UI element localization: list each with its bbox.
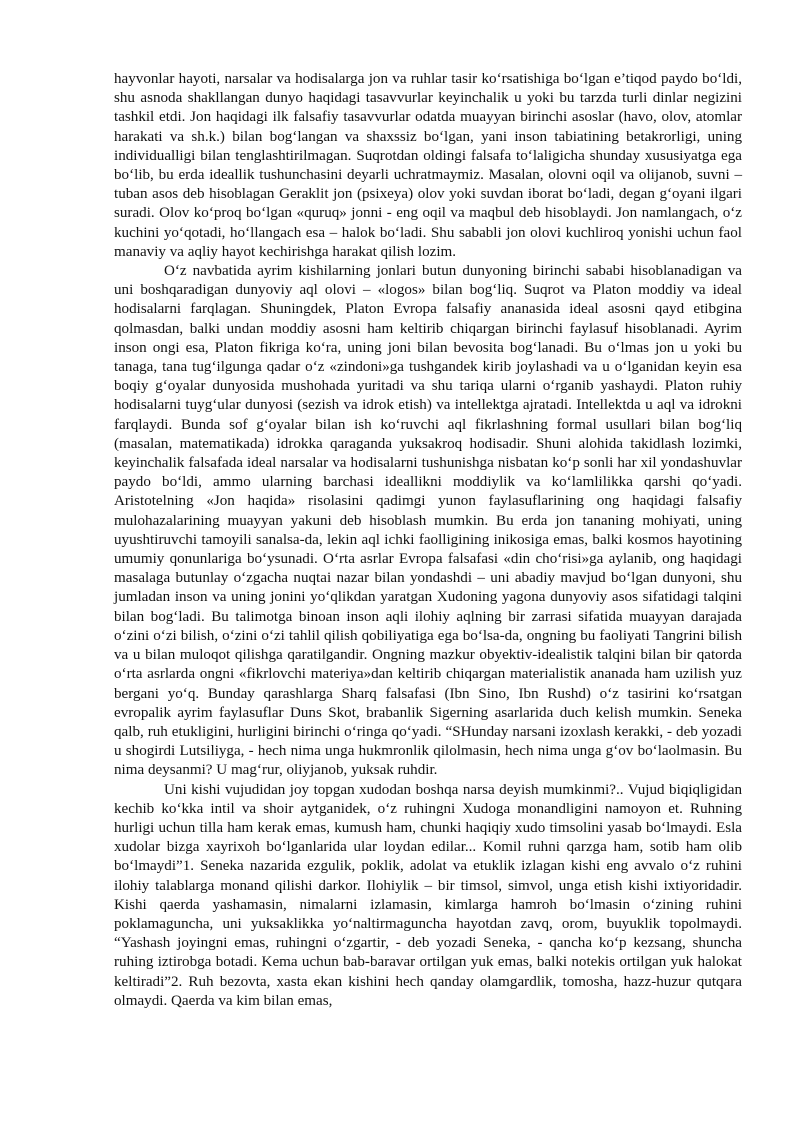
paragraph-3: Uni kishi vujudidan joy topgan xudodan boshqa narsa deyish mumkinmi?.. Vujud biqiqligidan kechib ko‘kka intil va shoir aytganidek, o‘z ruhingni Xudoga monandligini namoyon et. Ruhning hurligi uchun tilla ham kerak emas, kumush ham, chunki haqiqiy xudo timsolini yasab bo‘lmaydi. Esla xudolar bizga xayrixoh bo‘lganlarida ular loydan edilar... Komil ruhni qarzga ham, sotib ham olib bo‘lmaydi”1. Seneka nazarida ezgulik, poklik, adolat va etuklik izlagan kishi eng avvalo o‘z ruhini ilohiy talablarga monand qilishi darkor. Ilohiylik – bir timsol, simvol, unga etish kishi ixtiyoridadir. Kishi qaerda yashamasin, nimalarni izlamasin, kimlarga hamroh bo‘lmasin o‘zining ruhini poklamaguncha, uni yuksaklikka yo‘naltirmaguncha hayotdan zavq, orom, buyuklik topolmaydi. “Yashash joyingni emas, ruhingni o‘zgartir, - deb yozadi Seneka, - qancha ko‘p kezsang, shuncha ruhing iztirobga botadi. Kema uchun bab-baravar ortilgan yuk emas, balki notekis ortilgan yuk halokat keltiradi”2. Ruh bezovta, xasta ekan kishini hech qanday olamgardlik, tomosha, hazz-huzur qutqara olmaydi. Qaerda va kim bilan emas, xyxy=(114,781,742,1009)
paragraph-2: O‘z navbatida ayrim kishilarning jonlari butun dunyoning birinchi sababi hisoblanadigan va uni boshqaradigan dunyoviy aql olovi – «logos» bilan bog‘liq. Suqrot va Platon moddiy va ideal hodisalarni farqlagan. Shuningdek, Platon Evropa falsafiy ananasida ideal asosni qayd etibgina qolmasdan, balki undan moddiy asosni ham keltirib chiqargan birinchi faylasuf hisoblanadi. Ayrim inson ongi esa, Platon fikriga ko‘ra, uning joni bilan bevosita bog‘lanadi. Bu o‘lmas jon u yoki bu tanaga, tana tug‘ilgunga qadar o‘z «zindoni»ga tushgandek kirib joylashadi va u o‘lganidan keyin esa boqiy g‘oyalar dunyosida mushohada yuritadi va shu tariqa ularni o‘rganib yashaydi. Platon ruhiy hodisalarni tuyg‘ular dunyosi (sezish va idrok etish) va intellektga ajratadi. Intellektda u aql va idrokni farqlaydi. Bunda sof g‘oyalar bilan ish ko‘ruvchi aql fikrlashning formal usullari bilan bog‘liq (masalan, matematikada) idrokka qaraganda yuksakroq hodisadir. Shuni alohida takidlash lozimki, keyinchalik falsafada ideal narsalar va hodisalarni tushunishga nisbatan ko‘p sonli har xil yondashuvlar paydo bo‘ldi, ammo ularning barchasi ideallikni moddiylik va ko‘lamlilikka qarshi qo‘yadi. Aristotelning «Jon haqida» risolasini qadimgi yunon faylasuflarining ong haqidagi falsafiy mulohazalarining muayyan yakuni deb hisoblash mumkin. Bu erda jon tananing mohiyati, uning uyushtiruvchi tamoyili sanalsa-da, lekin aql ichki faolligining inikosiga emas, balki kosmos hayotining umumiy qonunlariga bo‘ysunadi. O‘rta asrlar Evropa falsafasi «din cho‘risi»ga aylanib, ong haqidagi masalaga butunlay o‘zgacha nuqtai nazar bilan yondashdi – uni abadiy mavjud bo‘lgan dunyoni, shu jumladan inson va uning jonini yo‘qlikdan yaratgan Xudoning yagona dunyoviy asos sifatidagi talqini bilan bog‘ladi. Bu talimotga binoan inson aqli ilohiy aqlning bir zarrasi sifatida muayyan darajada o‘zini o‘zi bilish, o‘zini o‘zi tahlil qilish qobiliyatiga ega bo‘lsa-da, ongning bu faoliyati Tangrini bilish va u bilan muloqot qilishga qaratilgandir. Ongning mazkur obyektiv-idealistik talqini bilan bir qatorda o‘rta asrlarda ongni «fikrlovchi materiya»dan keltirib chiqargan materialistik ananada ham uzilish yuz bergani yo‘q. Bunday qarashlarga Sharq falsafasi (Ibn Sino, Ibn Rushd) o‘z tasirini ko‘rsatgan evropalik ayrim faylasuflar Duns Skot, brabanlik Sigerning asarlarida duch kelish mumkin. Seneka qalb, ruh etukligini, hurligini birinchi o‘ringa qo‘yadi. “SHunday narsani izoxlash kerakki, - deb yozadi u shogirdi Lutsiliyga, - hech nima unga hukmronlik qilolmasin, hech nima unga g‘ov bo‘laolmasin. Bu nima deysanmi? U mag‘rur, oliyjanob, yuksak ruhdir. xyxy=(114,263,742,779)
paragraph-1: hayvonlar hayoti, narsalar va hodisalarga jon va ruhlar tasir ko‘rsatishiga bo‘lgan e’tiqod paydo bo‘ldi, shu asnoda shakllangan dunyo haqidagi tasavvurlar keyinchalik u yoki bu tarzda turli dinlar negizini tashkil etdi. Jon haqidagi ilk falsafiy tasavvurlar odatda muayyan birinchi asoslar (havo, olov, atomlar harakati va sh.k.) bilan bog‘langan va shaxssiz bo‘lgan, yani inson tabiatining betakrorligi, uning individualligi bilan tenglashtirilmagan. Suqrotdan oldingi falsafa to‘laligicha shunday xususiyatga ega bo‘lib, bu erda ideallik tushunchasini deyarli uchratmaymiz. Masalan, olovni oqil va olijanob, suvni – tuban asos deb hisoblagan Geraklit jon (psixeya) olov yoki suvdan iborat bo‘ladi, degan g‘oyani ilgari suradi. Olov ko‘proq bo‘lgan «quruq» jonni - eng oqil va maqbul deb hisoblaydi. Jon namlangach, o‘z kuchini yo‘qotadi, ho‘llangach esa – halok bo‘ladi. Shu sababli jon olovi kuchliroq yonishi uchun faol manaviy va aqliy hayot kechirishga harakat qilish lozim. xyxy=(114,71,742,260)
document-page xyxy=(114,70,742,1011)
